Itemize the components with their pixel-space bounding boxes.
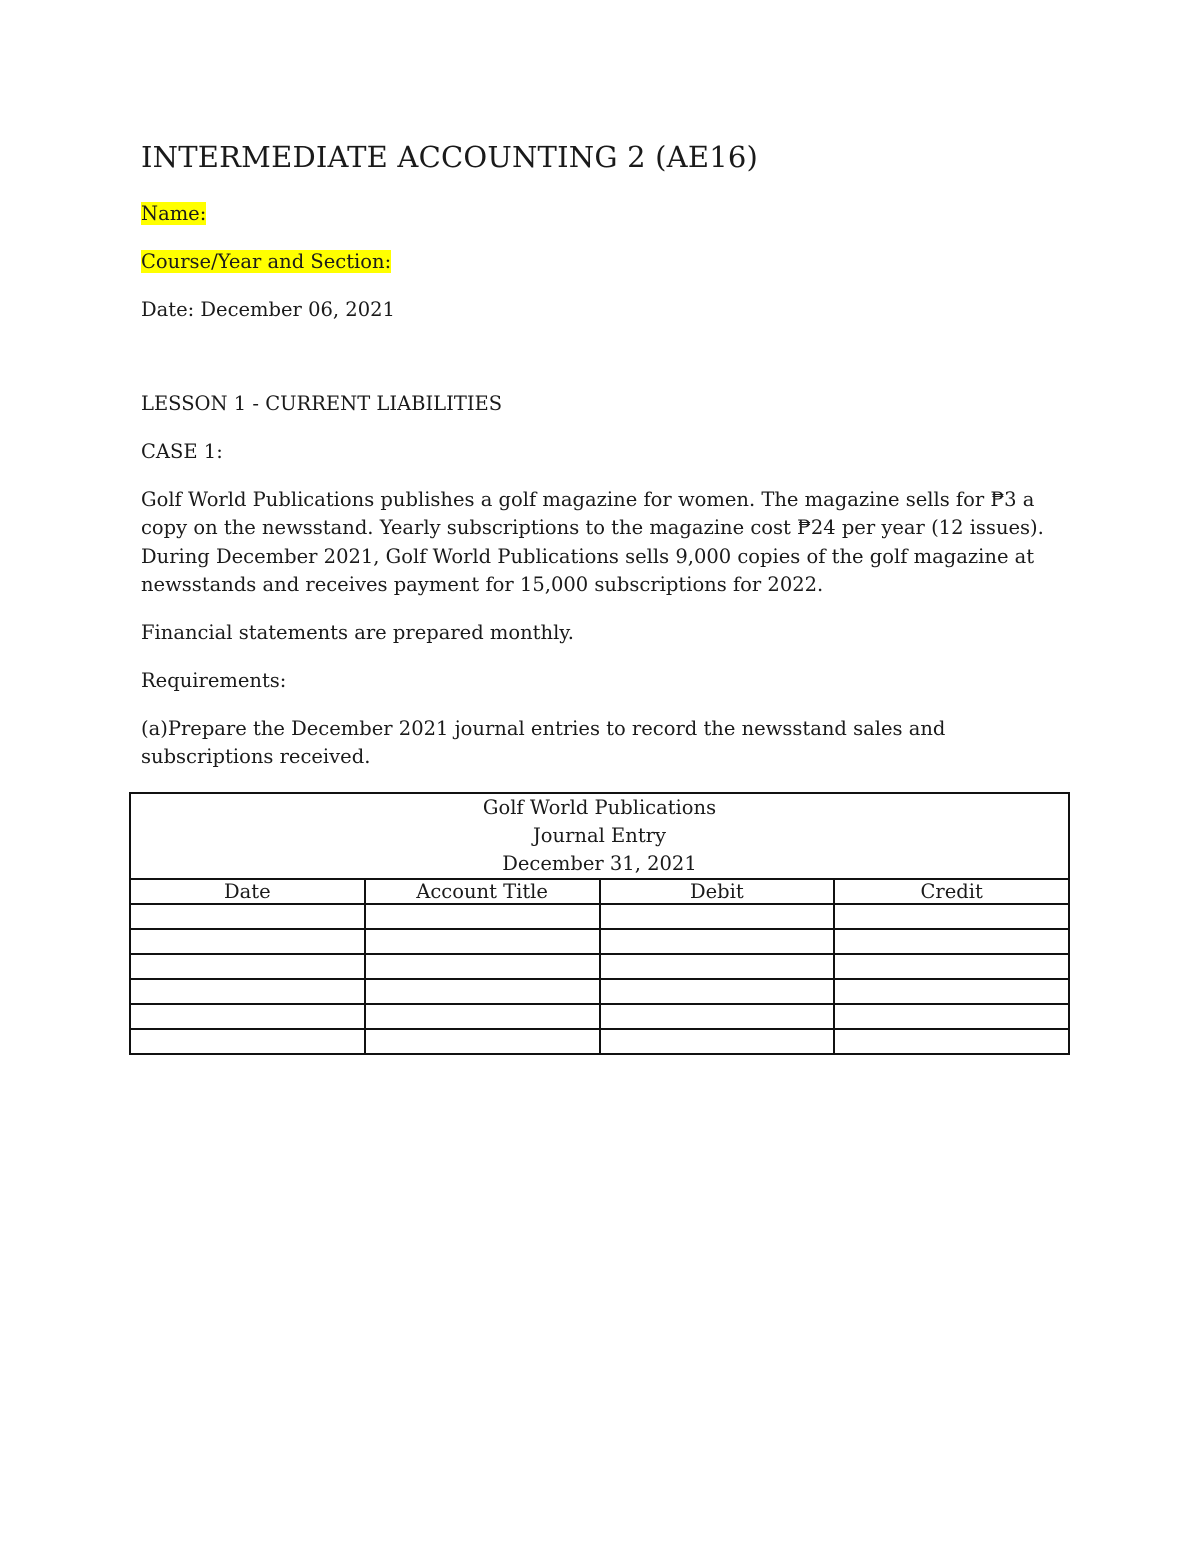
case-label: CASE 1: <box>141 440 223 463</box>
table-row <box>130 954 1069 979</box>
account-cell[interactable] <box>365 1029 600 1054</box>
lesson-title: LESSON 1 - CURRENT LIABILITIES <box>141 392 503 415</box>
account-cell[interactable] <box>365 954 600 979</box>
date-line: Date: December 06, 2021 <box>141 298 395 321</box>
column-header-debit: Debit <box>600 879 835 904</box>
table-row <box>130 904 1069 929</box>
debit-cell[interactable] <box>600 904 835 929</box>
journal-company: Golf World Publications <box>482 796 717 819</box>
course-label: Course/Year and Section: <box>141 250 392 273</box>
column-header-credit: Credit <box>834 879 1069 904</box>
journal-header <box>130 793 1069 879</box>
requirement-a: (a)Prepare the December 2021 journal entries to record the newsstand sales and subscriptions received. <box>141 717 946 769</box>
journal-date: December 31, 2021 <box>502 852 697 875</box>
table-row <box>130 979 1069 1004</box>
account-cell[interactable] <box>365 929 600 954</box>
name-line <box>141 202 206 225</box>
debit-cell[interactable] <box>600 1029 835 1054</box>
account-cell[interactable] <box>365 979 600 1004</box>
date-cell[interactable] <box>130 1029 365 1054</box>
credit-cell[interactable] <box>834 929 1069 954</box>
column-header-account-title: Account Title <box>365 879 600 904</box>
document-title: INTERMEDIATE ACCOUNTING 2 (AE16) <box>141 140 759 174</box>
course-line <box>141 250 391 273</box>
date-cell[interactable] <box>130 1004 365 1029</box>
case-paragraph: Golf World Publications publishes a golf magazine for women. The magazine sells for ₱3 a copy on the newsstand. Yearly subscriptions to the magazine cost ₱24 per year (12 issues). During December 2021, Golf World Publications sells 9,000 copies of the golf magazine at newsstands and receives payment for 15,000 subscriptions for 2022. <box>141 488 1044 597</box>
credit-cell[interactable] <box>834 979 1069 1004</box>
credit-cell[interactable] <box>834 954 1069 979</box>
debit-cell[interactable] <box>600 954 835 979</box>
account-cell[interactable] <box>365 904 600 929</box>
debit-cell[interactable] <box>600 929 835 954</box>
credit-cell[interactable] <box>834 904 1069 929</box>
account-cell[interactable] <box>365 1004 600 1029</box>
debit-cell[interactable] <box>600 1004 835 1029</box>
date-cell[interactable] <box>130 904 365 929</box>
debit-cell[interactable] <box>600 979 835 1004</box>
journal-entry-table <box>129 792 1070 1055</box>
requirements-label: Requirements: <box>141 669 287 692</box>
credit-cell[interactable] <box>834 1029 1069 1054</box>
journal-heading: Journal Entry <box>532 824 667 847</box>
date-cell[interactable] <box>130 954 365 979</box>
credit-cell[interactable] <box>834 1004 1069 1029</box>
name-label: Name: <box>141 202 207 225</box>
statement-line: Financial statements are prepared monthly. <box>141 621 574 644</box>
date-cell[interactable] <box>130 979 365 1004</box>
date-cell[interactable] <box>130 929 365 954</box>
table-row <box>130 929 1069 954</box>
table-row <box>130 1029 1069 1054</box>
table-row <box>130 1004 1069 1029</box>
column-header-date: Date <box>130 879 365 904</box>
